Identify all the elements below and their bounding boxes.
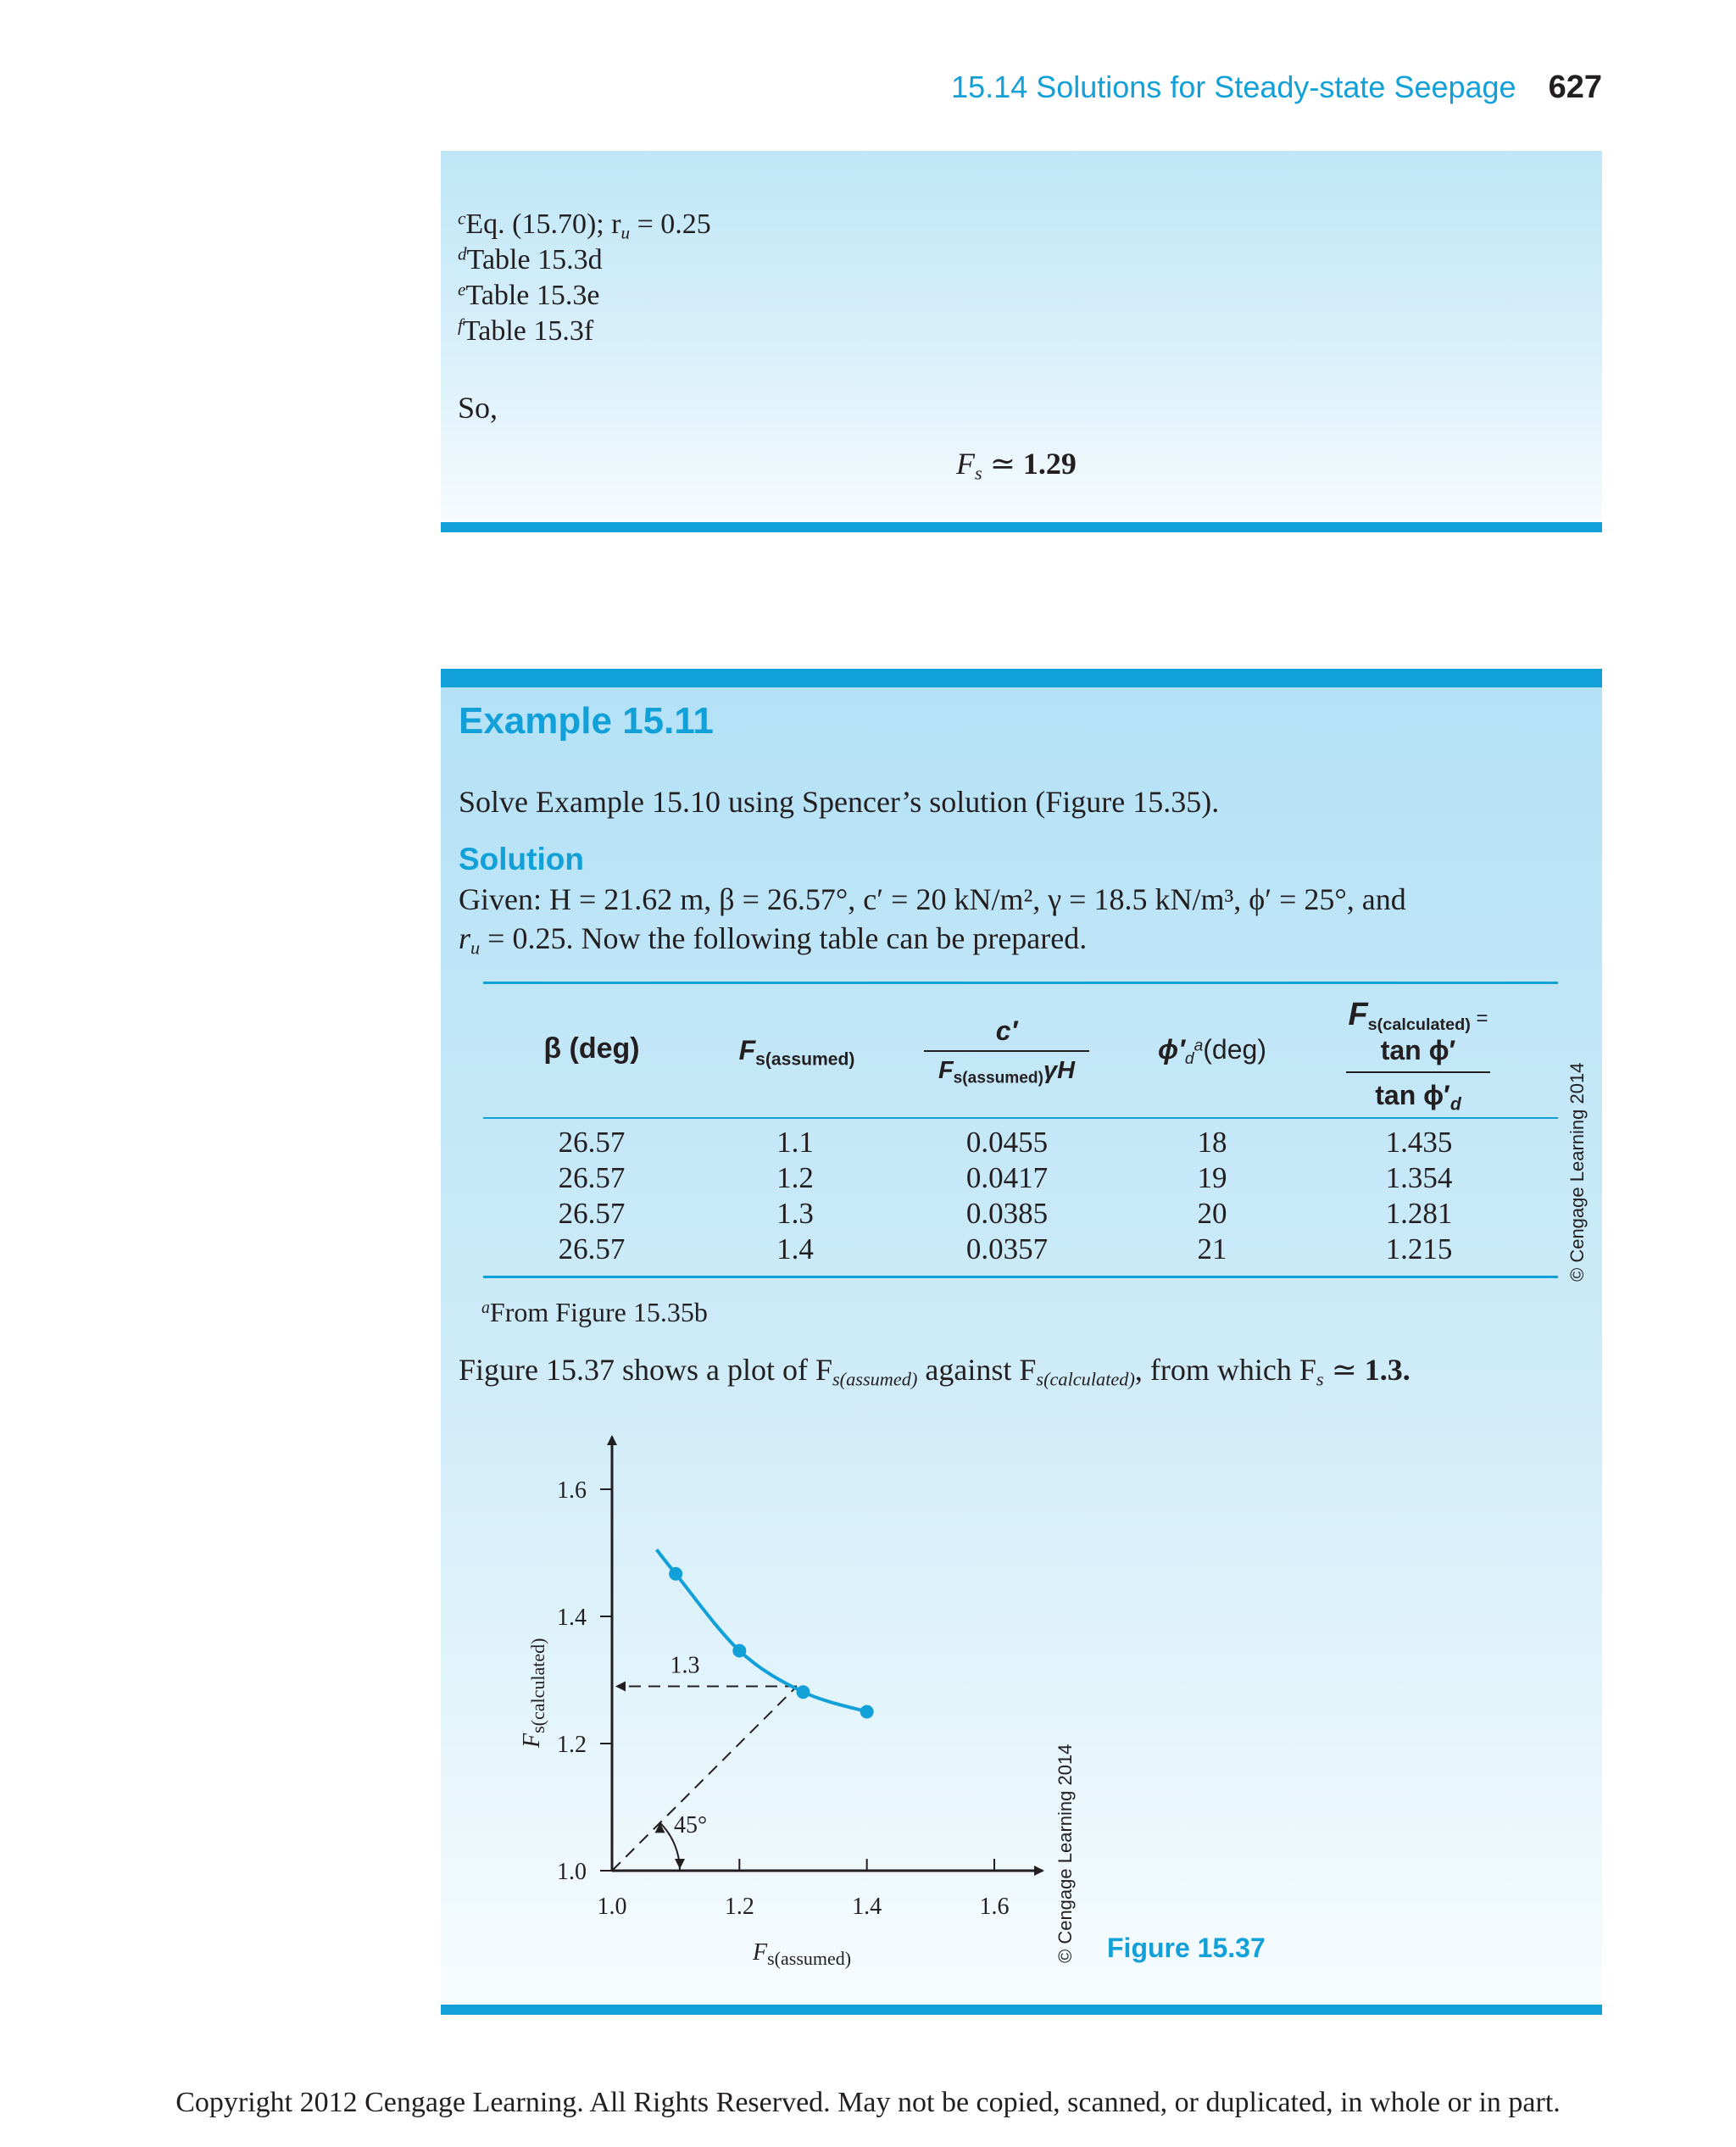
cell: 0.0385 bbox=[965, 1197, 1049, 1230]
example-title: Example 15.11 bbox=[459, 700, 714, 742]
data-point bbox=[860, 1705, 874, 1719]
x-tick-label: 1.4 bbox=[852, 1894, 882, 1920]
header-beta: β (deg) bbox=[543, 1032, 640, 1065]
footnote-e: $^e$Table 15.3e bbox=[458, 279, 600, 311]
cell: 0.0417 bbox=[965, 1161, 1049, 1194]
ratio-denominator: $F_{s(assumed)}\gamma H$ bbox=[938, 1057, 1076, 1087]
footnote-d: $^d$Table 15.3d bbox=[458, 243, 603, 275]
cell: 26.57 bbox=[558, 1197, 626, 1230]
header-phi-d: $\phi'_d^a(deg)$ bbox=[1158, 1034, 1266, 1068]
copyright-notice: Copyright 2012 Cengage Learning. All Rights Reserved. May not be copied, scanned, or duplicated, in whole or in part. bbox=[175, 2087, 1561, 2118]
ratio-numerator: c′ bbox=[995, 1015, 1018, 1046]
cell: 1.215 bbox=[1385, 1232, 1453, 1265]
data-point bbox=[669, 1567, 682, 1581]
cell: 20 bbox=[1197, 1197, 1227, 1230]
given-line-1: Given: H = 21.62 m, β = 26.57°, c′ = 20 kN/m², γ = 18.5 kN/m³, ϕ′ = 25°, and bbox=[459, 882, 1406, 916]
cell: 19 bbox=[1197, 1161, 1227, 1194]
plot-sentence: Figure 15.37 shows a plot of $F_{s(assumed)}$ against $F_{s(calculated)}$, from which $F_s$ ≃ 1.3. bbox=[459, 1353, 1410, 1390]
angle-arrow-bottom bbox=[675, 1859, 685, 1869]
y-tick-label: 1.0 bbox=[557, 1859, 587, 1885]
header-fs-assumed: $F_{s(assumed)}$ bbox=[738, 1035, 855, 1070]
data-point bbox=[797, 1685, 810, 1699]
example-problem: Solve Example 15.10 using Spencer’s solution (Figure 15.35). bbox=[459, 785, 1220, 819]
section-title: 15.14 Solutions for Steady-state Seepage bbox=[951, 70, 1516, 104]
cell: 18 bbox=[1197, 1126, 1227, 1159]
x-axis-label: $F_{s(assumed)}$ bbox=[753, 1939, 852, 1969]
y-tick-label: 1.6 bbox=[557, 1477, 587, 1504]
cell: 0.0455 bbox=[965, 1126, 1049, 1159]
given-line-2: $r_u = 0.25$. Now the following table can be prepared. bbox=[459, 921, 1088, 959]
cell: 26.57 bbox=[558, 1126, 626, 1159]
footnote-c: $^c$Eq. (15.70); $r_u = 0.25$ bbox=[458, 208, 711, 243]
angle-label: 45° bbox=[674, 1812, 708, 1838]
cell: 1.2 bbox=[776, 1161, 814, 1194]
y-tick-label: 1.2 bbox=[557, 1732, 587, 1758]
cell: 1.281 bbox=[1385, 1197, 1453, 1230]
cell: 1.3 bbox=[776, 1197, 814, 1230]
y-axis-label: $F_{s(calculated)}$ bbox=[519, 1638, 548, 1748]
so-text: So, bbox=[458, 391, 498, 425]
footnote-f: $^f$Table 15.3f bbox=[458, 314, 594, 347]
figure-credit: © Cengage Learning 2014 bbox=[1054, 1744, 1076, 1963]
y-tick-label: 1.4 bbox=[557, 1605, 587, 1631]
x-tick-label: 1.2 bbox=[724, 1894, 754, 1920]
series-curve bbox=[657, 1549, 867, 1711]
header-fs-calculated: $F_{s(calculated)}$ = tan ϕ′ $\tan \phi'_d$ bbox=[1329, 997, 1507, 1111]
table-footnote: $^a$From Figure 15.35b bbox=[481, 1297, 708, 1327]
x-tick-label: 1.6 bbox=[979, 1894, 1010, 1920]
result-equation: $F_s$ ≃ 1.29 bbox=[956, 447, 1077, 484]
cell: 26.57 bbox=[558, 1232, 626, 1265]
cell: 0.0357 bbox=[965, 1232, 1049, 1265]
x-tick-label: 1.0 bbox=[597, 1894, 627, 1920]
table-credit: © Cengage Learning 2014 bbox=[1566, 1062, 1588, 1282]
data-point bbox=[732, 1644, 746, 1658]
intersection-label: 1.3 bbox=[670, 1652, 700, 1679]
page-number: 627 bbox=[1548, 70, 1602, 105]
figure-caption: Figure 15.37 bbox=[1107, 1933, 1266, 1963]
cell: 1.1 bbox=[776, 1126, 814, 1159]
cell: 26.57 bbox=[558, 1161, 626, 1194]
cell: 1.354 bbox=[1385, 1161, 1453, 1194]
solution-heading: Solution bbox=[459, 842, 584, 876]
cell: 1.4 bbox=[776, 1232, 814, 1265]
reference-45-line bbox=[612, 1687, 797, 1872]
cell: 21 bbox=[1197, 1232, 1227, 1265]
cell: 1.435 bbox=[1385, 1126, 1453, 1159]
